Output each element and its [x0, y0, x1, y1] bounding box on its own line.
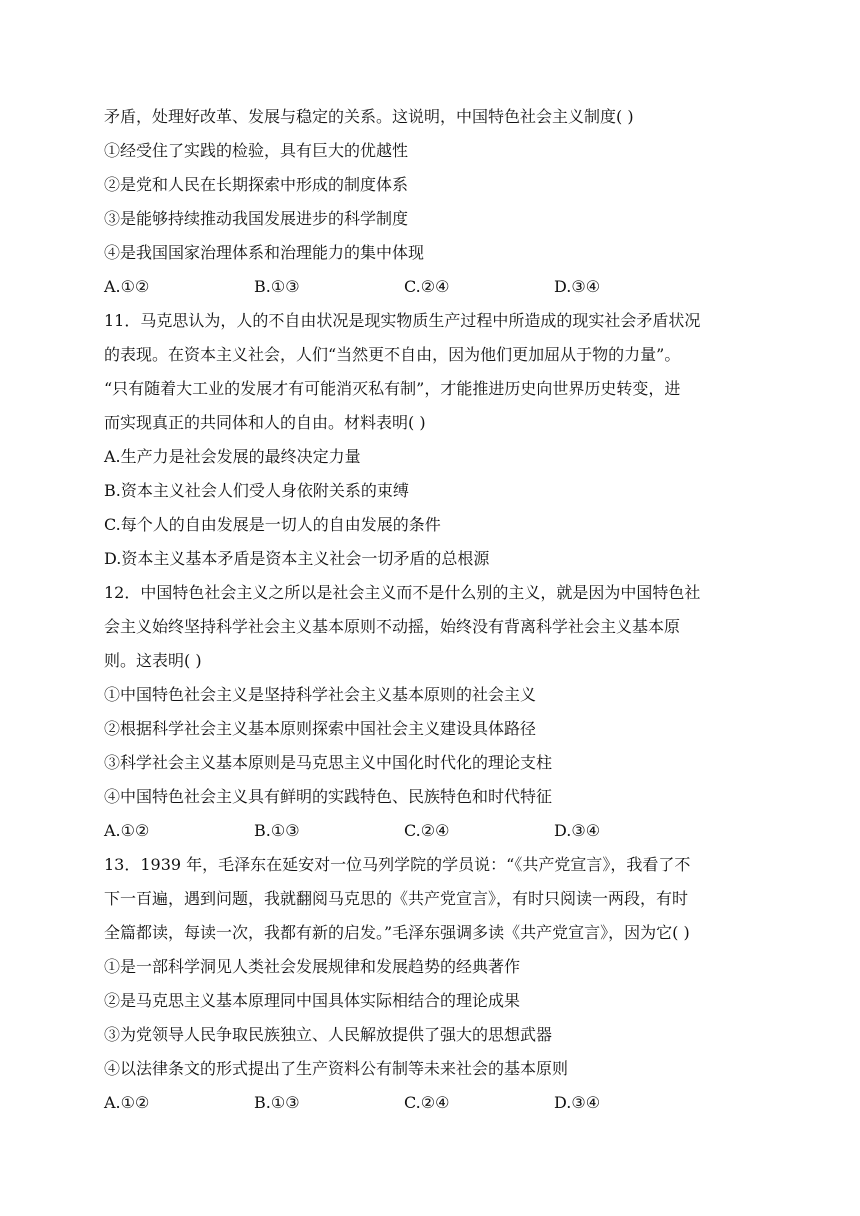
- question-10-stem-tail: 矛盾，处理好改革、发展与稳定的关系。这说明，中国特色社会主义制度( ): [104, 107, 634, 126]
- question-12-option-d: D.③④: [554, 821, 601, 840]
- question-10-item-2: ②是党和人民在长期探索中形成的制度体系: [104, 175, 409, 194]
- question-11-choice-d: D.资本主义基本矛盾是资本主义社会一切矛盾的总根源: [104, 549, 490, 568]
- question-13-item-3: ③为党领导人民争取民族独立、人民解放提供了强大的思想武器: [104, 1025, 553, 1044]
- question-13-option-a: A.①②: [104, 1093, 150, 1112]
- question-11-stem-line-1: 11．马克思认为，人的不自由状况是现实物质生产过程中所造成的现实社会矛盾状况: [104, 311, 701, 330]
- question-11-choice-a: A.生产力是社会发展的最终决定力量: [104, 447, 361, 466]
- question-12-item-3: ③科学社会主义基本原则是马克思主义中国化时代化的理论支柱: [104, 753, 553, 772]
- question-11-stem-line-2: 的表现。在资本主义社会，人们“当然更不自由，因为他们更加屈从于物的力量”。: [104, 345, 681, 364]
- question-13-option-d: D.③④: [554, 1093, 601, 1112]
- question-12-stem-line-1: 12．中国特色社会主义之所以是社会主义而不是什么别的主义，就是因为中国特色社: [104, 583, 701, 602]
- question-12-item-2: ②根据科学社会主义基本原则探索中国社会主义建设具体路径: [104, 719, 537, 738]
- question-10-options: [104, 270, 764, 304]
- question-11-choice-b: B.资本主义社会人们受人身依附关系的束缚: [104, 481, 409, 500]
- question-13-options: [104, 1086, 764, 1120]
- question-12-stem-line-3: 则。这表明( ): [104, 651, 202, 670]
- question-10-option-d: D.③④: [554, 277, 601, 296]
- question-12-option-c: C.②④: [404, 821, 450, 840]
- question-13-option-b: B.①③: [254, 1093, 300, 1112]
- question-10-option-c: C.②④: [404, 277, 450, 296]
- question-10-option-b: B.①③: [254, 277, 300, 296]
- question-12-option-a: A.①②: [104, 821, 150, 840]
- question-13-option-c: C.②④: [404, 1093, 450, 1112]
- question-12-item-1: ①中国特色社会主义是坚持科学社会主义基本原则的社会主义: [104, 685, 537, 704]
- question-10-item-3: ③是能够持续推动我国发展进步的科学制度: [104, 209, 409, 228]
- question-13-stem-line-1: 13．1939 年，毛泽东在延安对一位马列学院的学员说：“《共产党宣言》，我看了不: [104, 855, 691, 874]
- question-13-item-2: ②是马克思主义基本原理同中国具体实际相结合的理论成果: [104, 991, 521, 1010]
- question-13-stem-line-3: 全篇都读，每读一次，我都有新的启发。”毛泽东强调多读《共产党宣言》，因为它( ): [104, 923, 690, 942]
- question-13-item-1: ①是一部科学洞见人类社会发展规律和发展趋势的经典著作: [104, 957, 521, 976]
- question-12-item-4: ④中国特色社会主义具有鲜明的实践特色、民族特色和时代特征: [104, 787, 553, 806]
- question-11-choice-c: C.每个人的自由发展是一切人的自由发展的条件: [104, 515, 441, 534]
- question-10-item-1: ①经受住了实践的检验，具有巨大的优越性: [104, 141, 409, 160]
- question-12-options: [104, 814, 764, 848]
- question-11-stem-line-4: 而实现真正的共同体和人的自由。材料表明( ): [104, 413, 426, 432]
- question-11-stem-line-3: “只有随着大工业的发展才有可能消灭私有制”，才能推进历史向世界历史转变，进: [104, 379, 681, 398]
- question-13-item-4: ④以法律条文的形式提出了生产资料公有制等未来社会的基本原则: [104, 1059, 569, 1078]
- question-12-option-b: B.①③: [254, 821, 300, 840]
- question-12-stem-line-2: 会主义始终坚持科学社会主义基本原则不动摇，始终没有背离科学社会主义基本原: [104, 617, 681, 636]
- question-10-item-4: ④是我国国家治理体系和治理能力的集中体现: [104, 243, 425, 262]
- question-10-option-a: A.①②: [104, 277, 150, 296]
- question-13-stem-line-2: 下一百遍，遇到问题，我就翻阅马克思的《共产党宣言》，有时只阅读一两段，有时: [104, 889, 689, 908]
- document-page: [104, 100, 764, 1120]
